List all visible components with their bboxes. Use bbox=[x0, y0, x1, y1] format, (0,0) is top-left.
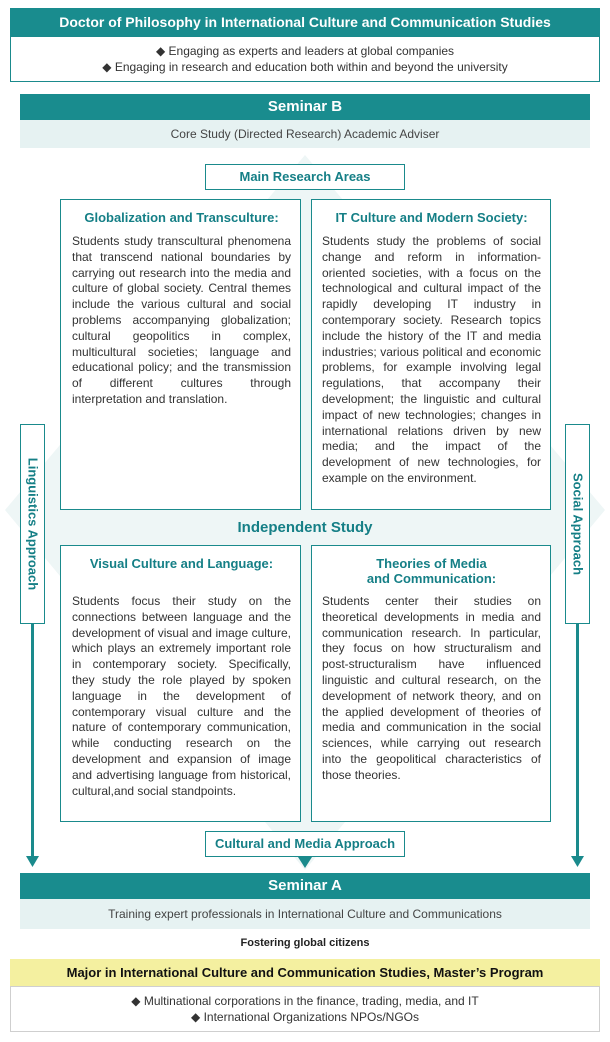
seminar-b-title: Seminar B bbox=[20, 94, 590, 120]
social-arrow-head bbox=[571, 856, 584, 867]
phd-outcomes-box bbox=[10, 36, 600, 82]
card-visual-culture-body: Students focus their study on the connections between language and the development of visual and image culture, which plays an extremely important role in contemporary society. Specifically, they study the role played by spoken language in the development of contemporary visual culture and the nature of contemporary communication, while conducting research on the development and expansion of image and advertising language from historical, cultural,and social standpoints. bbox=[72, 594, 291, 798]
linguistics-arrow-line bbox=[31, 624, 34, 858]
social-approach-box bbox=[565, 424, 590, 624]
card-visual-culture bbox=[60, 545, 301, 822]
card-it-culture-body: Students study the problems of social change and reform in information-oriented societies, with a focus on the technological and cultural impact of the rapidly developing IT industry in contemporary society. Research topics include the history of the IT and media industries; various political and economic problems, for example involving legal regulations, that accompany their development; the linguistic and cultural impact of new technologies; changes in international relations driven by new media; and the impact of the development of new technologies, for example on the environment. bbox=[322, 234, 541, 485]
card-it-culture bbox=[311, 199, 551, 510]
linguistics-approach-label: Linguistics Approach bbox=[25, 457, 40, 591]
seminar-a-title: Seminar A bbox=[20, 873, 590, 899]
card-visual-culture-title: Visual Culture and Language: bbox=[89, 556, 274, 571]
phd-title-bar: Doctor of Philosophy in International Culture and Communication Studies bbox=[10, 8, 600, 36]
independent-study-label: Independent Study bbox=[237, 519, 373, 536]
card-theories-media-title-2: and Communication: bbox=[366, 571, 497, 586]
linguistics-arrow-head bbox=[26, 856, 39, 867]
social-arrow-line bbox=[576, 624, 579, 858]
masters-bullet-2: ◆ International Organizations NPOs/NGOs bbox=[191, 1010, 419, 1024]
card-it-culture-title: IT Culture and Modern Society: bbox=[335, 210, 528, 225]
card-theories-media bbox=[311, 545, 551, 822]
masters-outcomes-box bbox=[10, 986, 600, 1032]
masters-title-bar: Major in International Culture and Communication Studies, Master’s Program bbox=[10, 959, 600, 986]
card-globalization-title: Globalization and Transculture: bbox=[84, 210, 279, 225]
linguistics-approach-box bbox=[20, 424, 45, 624]
card-theories-media-body: Students center their studies on theoretical developments in media and communication research. In particular, they focus on how structuralism and post-structuralism have influenced linguistic and cultural research, on the development of network theory, and on the applied development of theories of media and communication in the social sciences, while carrying out research into the geopolitical characteristics of those theories. bbox=[322, 594, 541, 782]
card-globalization-body: Students study transcultural phenomena that transcend national boundaries by carrying out research into the media and culture of global society. Central themes include the various cultural and social problems accompanying globalization; cultural geopolitics in complex, multicultural societies; language and educational policy; and the transmission of different cultures through interpretation and translation. bbox=[72, 234, 291, 406]
fostering-label: Fostering global citizens bbox=[240, 937, 370, 949]
cultural-media-approach-label: Cultural and Media Approach bbox=[205, 831, 405, 857]
masters-bullet-1: ◆ Multinational corporations in the finance, trading, media, and IT bbox=[131, 994, 479, 1008]
social-approach-label: Social Approach bbox=[570, 472, 585, 576]
card-theories-media-title-1: Theories of Media bbox=[376, 556, 487, 571]
card-globalization bbox=[60, 199, 301, 510]
seminar-b-subtitle: Core Study (Directed Research) Academic Adviser bbox=[20, 120, 590, 148]
center-arrow-head bbox=[298, 857, 312, 868]
phd-bullet-2: ◆ Engaging in research and education both within and beyond the university bbox=[102, 60, 508, 74]
phd-bullet-1: ◆ Engaging as experts and leaders at global companies bbox=[155, 44, 455, 58]
seminar-a-subtitle: Training expert professionals in International Culture and Communications bbox=[20, 899, 590, 929]
main-research-areas-label: Main Research Areas bbox=[205, 164, 405, 190]
